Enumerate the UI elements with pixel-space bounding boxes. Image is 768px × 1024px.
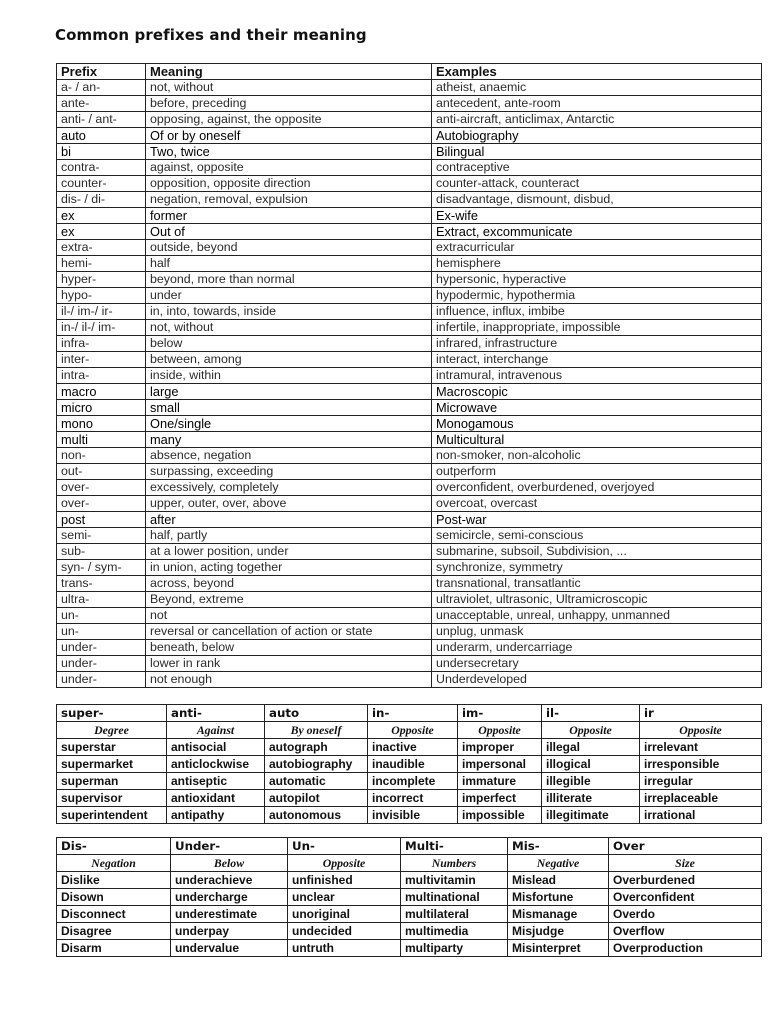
table-row bbox=[57, 608, 762, 624]
meaning-cell: half, partly bbox=[146, 528, 432, 544]
prefix-cell: micro bbox=[57, 400, 146, 416]
meaning-cell: negation, removal, expulsion bbox=[146, 192, 432, 208]
table-row bbox=[57, 368, 762, 384]
prefix-cell: intra- bbox=[57, 368, 146, 384]
prefix-header-cell: super- bbox=[57, 705, 167, 722]
prefix-cell: in-/ il-/ im- bbox=[57, 320, 146, 336]
prefix-header-cell: ir bbox=[640, 705, 762, 722]
word-cell: antisocial bbox=[167, 739, 265, 756]
table-row bbox=[57, 560, 762, 576]
table-row bbox=[57, 906, 762, 923]
prefix-cell: macro bbox=[57, 384, 146, 400]
word-cell: superstar bbox=[57, 739, 167, 756]
word-cell: Overflow bbox=[609, 923, 762, 940]
examples-cell: non-smoker, non-alcoholic bbox=[432, 448, 762, 464]
meaning-cell: against, opposite bbox=[146, 160, 432, 176]
word-cell: illogical bbox=[542, 756, 640, 773]
examples-cell: Multicultural bbox=[432, 432, 762, 448]
word-cell: supermarket bbox=[57, 756, 167, 773]
prefix-header-cell: il- bbox=[542, 705, 640, 722]
word-cell: Disown bbox=[57, 889, 171, 906]
prefix-header-cell: Un- bbox=[288, 838, 401, 855]
meaning-subheader-cell: Negative bbox=[508, 855, 609, 872]
word-cell: unoriginal bbox=[288, 906, 401, 923]
examples-cell: transnational, transatlantic bbox=[432, 576, 762, 592]
prefix-header-cell: im- bbox=[458, 705, 542, 722]
meaning-cell: after bbox=[146, 512, 432, 528]
examples-cell: counter-attack, counteract bbox=[432, 176, 762, 192]
word-cell: superintendent bbox=[57, 807, 167, 824]
examples-cell: hemisphere bbox=[432, 256, 762, 272]
word-cell: inactive bbox=[368, 739, 458, 756]
table-row bbox=[57, 889, 762, 906]
prefix-header-cell: Multi- bbox=[401, 838, 508, 855]
table-row bbox=[57, 480, 762, 496]
examples-cell: semicircle, semi-conscious bbox=[432, 528, 762, 544]
word-cell: underestimate bbox=[171, 906, 288, 923]
meaning-subheader-cell: Opposite bbox=[640, 722, 762, 739]
meaning-cell: small bbox=[146, 400, 432, 416]
table-row bbox=[57, 192, 762, 208]
examples-cell: hypersonic, hyperactive bbox=[432, 272, 762, 288]
prefix-cell: out- bbox=[57, 464, 146, 480]
column-header-meaning: Meaning bbox=[146, 64, 432, 80]
table-row bbox=[57, 528, 762, 544]
prefix-header-cell: Mis- bbox=[508, 838, 609, 855]
table-row bbox=[57, 160, 762, 176]
word-table-2-body bbox=[57, 838, 762, 957]
examples-cell: Underdeveloped bbox=[432, 672, 762, 688]
prefix-cell: auto bbox=[57, 128, 146, 144]
examples-cell: Autobiography bbox=[432, 128, 762, 144]
meaning-subheader-cell: Against bbox=[167, 722, 265, 739]
word-cell: multinational bbox=[401, 889, 508, 906]
prefix-header-cell: Dis- bbox=[57, 838, 171, 855]
word-cell: illegitimate bbox=[542, 807, 640, 824]
prefix-cell: over- bbox=[57, 480, 146, 496]
prefix-cell: sub- bbox=[57, 544, 146, 560]
table-row bbox=[57, 176, 762, 192]
prefix-cell: post bbox=[57, 512, 146, 528]
word-cell: irresponsible bbox=[640, 756, 762, 773]
prefix-cell: il-/ im-/ ir- bbox=[57, 304, 146, 320]
table-row bbox=[57, 512, 762, 528]
meaning-cell: below bbox=[146, 336, 432, 352]
examples-cell: synchronize, symmetry bbox=[432, 560, 762, 576]
examples-cell: influence, influx, imbibe bbox=[432, 304, 762, 320]
examples-cell: outperform bbox=[432, 464, 762, 480]
examples-cell: anti-aircraft, anticlimax, Antarctic bbox=[432, 112, 762, 128]
word-cell: antipathy bbox=[167, 807, 265, 824]
column-header-examples: Examples bbox=[432, 64, 762, 80]
word-cell: impersonal bbox=[458, 756, 542, 773]
examples-cell: underarm, undercarriage bbox=[432, 640, 762, 656]
prefix-table-body bbox=[57, 80, 762, 688]
prefix-cell: inter- bbox=[57, 352, 146, 368]
table-row bbox=[57, 923, 762, 940]
meaning-subheader-row bbox=[57, 855, 762, 872]
examples-cell: infertile, inappropriate, impossible bbox=[432, 320, 762, 336]
meaning-cell: inside, within bbox=[146, 368, 432, 384]
table-row bbox=[57, 208, 762, 224]
examples-cell: intramural, intravenous bbox=[432, 368, 762, 384]
table-row bbox=[57, 544, 762, 560]
table-row bbox=[57, 576, 762, 592]
meaning-cell: large bbox=[146, 384, 432, 400]
prefix-cell: non- bbox=[57, 448, 146, 464]
examples-cell: submarine, subsoil, Subdivision, ... bbox=[432, 544, 762, 560]
word-cell: illegible bbox=[542, 773, 640, 790]
table-row bbox=[57, 464, 762, 480]
prefix-cell: contra- bbox=[57, 160, 146, 176]
word-cell: Misinterpret bbox=[508, 940, 609, 957]
word-cell: antioxidant bbox=[167, 790, 265, 807]
prefix-cell: ex bbox=[57, 224, 146, 240]
meaning-subheader-cell: Opposite bbox=[368, 722, 458, 739]
examples-cell: contraceptive bbox=[432, 160, 762, 176]
meaning-subheader-cell: Numbers bbox=[401, 855, 508, 872]
prefix-header-row bbox=[57, 838, 762, 855]
meaning-cell: at a lower position, under bbox=[146, 544, 432, 560]
table-row bbox=[57, 773, 762, 790]
prefix-cell: under- bbox=[57, 656, 146, 672]
table-row bbox=[57, 80, 762, 96]
table-row bbox=[57, 496, 762, 512]
meaning-cell: upper, outer, over, above bbox=[146, 496, 432, 512]
meaning-cell: in, into, towards, inside bbox=[146, 304, 432, 320]
prefix-header-row bbox=[57, 705, 762, 722]
prefix-cell: bi bbox=[57, 144, 146, 160]
table-row bbox=[57, 128, 762, 144]
meaning-cell: outside, beyond bbox=[146, 240, 432, 256]
meaning-cell: beyond, more than normal bbox=[146, 272, 432, 288]
word-cell: immature bbox=[458, 773, 542, 790]
examples-cell: disadvantage, dismount, disbud, bbox=[432, 192, 762, 208]
examples-cell: overconfident, overburdened, overjoyed bbox=[432, 480, 762, 496]
meaning-cell: not, without bbox=[146, 80, 432, 96]
meaning-subheader-cell: Negation bbox=[57, 855, 171, 872]
word-cell: Misfortune bbox=[508, 889, 609, 906]
examples-cell: Extract, excommunicate bbox=[432, 224, 762, 240]
meaning-cell: former bbox=[146, 208, 432, 224]
table-row bbox=[57, 640, 762, 656]
word-cell: Misjudge bbox=[508, 923, 609, 940]
prefix-header-cell: Over bbox=[609, 838, 762, 855]
table-row bbox=[57, 739, 762, 756]
word-cell: irrelevant bbox=[640, 739, 762, 756]
word-cell: unclear bbox=[288, 889, 401, 906]
word-cell: underpay bbox=[171, 923, 288, 940]
word-cell: Dislike bbox=[57, 872, 171, 889]
word-cell: impossible bbox=[458, 807, 542, 824]
meaning-cell: under bbox=[146, 288, 432, 304]
word-cell: Mislead bbox=[508, 872, 609, 889]
prefix-word-table-1 bbox=[56, 704, 762, 824]
meaning-cell: One/single bbox=[146, 416, 432, 432]
word-cell: Disconnect bbox=[57, 906, 171, 923]
examples-cell: Post-war bbox=[432, 512, 762, 528]
prefix-cell: under- bbox=[57, 640, 146, 656]
examples-cell: Bilingual bbox=[432, 144, 762, 160]
word-cell: automatic bbox=[265, 773, 368, 790]
table-row bbox=[57, 790, 762, 807]
examples-cell: unplug, unmask bbox=[432, 624, 762, 640]
meaning-cell: not enough bbox=[146, 672, 432, 688]
word-cell: autograph bbox=[265, 739, 368, 756]
examples-cell: overcoat, overcast bbox=[432, 496, 762, 512]
prefix-cell: over- bbox=[57, 496, 146, 512]
table-row bbox=[57, 272, 762, 288]
meaning-cell: Of or by oneself bbox=[146, 128, 432, 144]
table-row bbox=[57, 320, 762, 336]
examples-cell: unacceptable, unreal, unhappy, unmanned bbox=[432, 608, 762, 624]
prefix-header-cell: in- bbox=[368, 705, 458, 722]
prefix-word-table-2 bbox=[56, 837, 762, 957]
examples-cell: undersecretary bbox=[432, 656, 762, 672]
word-cell: imperfect bbox=[458, 790, 542, 807]
examples-cell: interact, interchange bbox=[432, 352, 762, 368]
word-cell: irregular bbox=[640, 773, 762, 790]
word-cell: multilateral bbox=[401, 906, 508, 923]
table-row bbox=[57, 416, 762, 432]
prefix-cell: anti- / ant- bbox=[57, 112, 146, 128]
prefix-cell: hyper- bbox=[57, 272, 146, 288]
meaning-cell: not, without bbox=[146, 320, 432, 336]
word-cell: Mismanage bbox=[508, 906, 609, 923]
prefix-header-cell: auto bbox=[265, 705, 368, 722]
meaning-subheader-cell: Size bbox=[609, 855, 762, 872]
word-cell: unfinished bbox=[288, 872, 401, 889]
word-cell: autonomous bbox=[265, 807, 368, 824]
table-row bbox=[57, 256, 762, 272]
prefix-cell: trans- bbox=[57, 576, 146, 592]
table-row bbox=[57, 756, 762, 773]
prefix-cell: semi- bbox=[57, 528, 146, 544]
meaning-cell: between, among bbox=[146, 352, 432, 368]
meaning-subheader-cell: Opposite bbox=[458, 722, 542, 739]
meaning-cell: many bbox=[146, 432, 432, 448]
table-row bbox=[57, 592, 762, 608]
meaning-subheader-cell: Degree bbox=[57, 722, 167, 739]
meaning-cell: reversal or cancellation of action or state bbox=[146, 624, 432, 640]
table-row bbox=[57, 872, 762, 889]
meaning-cell: Two, twice bbox=[146, 144, 432, 160]
meaning-cell: before, preceding bbox=[146, 96, 432, 112]
prefix-cell: syn- / sym- bbox=[57, 560, 146, 576]
table-row bbox=[57, 96, 762, 112]
examples-cell: Monogamous bbox=[432, 416, 762, 432]
table-row bbox=[57, 384, 762, 400]
word-cell: incorrect bbox=[368, 790, 458, 807]
word-cell: untruth bbox=[288, 940, 401, 957]
meaning-subheader-cell: Below bbox=[171, 855, 288, 872]
table-row bbox=[57, 288, 762, 304]
word-cell: improper bbox=[458, 739, 542, 756]
page-title: Common prefixes and their meaning bbox=[55, 26, 367, 44]
prefix-cell: multi bbox=[57, 432, 146, 448]
word-cell: supervisor bbox=[57, 790, 167, 807]
word-cell: undercharge bbox=[171, 889, 288, 906]
prefix-cell: un- bbox=[57, 624, 146, 640]
prefix-cell: ante- bbox=[57, 96, 146, 112]
table-row bbox=[57, 448, 762, 464]
table-row bbox=[57, 240, 762, 256]
table-row bbox=[57, 352, 762, 368]
meaning-subheader-cell: Opposite bbox=[542, 722, 640, 739]
table-row bbox=[57, 224, 762, 240]
word-cell: undecided bbox=[288, 923, 401, 940]
prefix-meaning-table bbox=[56, 63, 762, 688]
table-row bbox=[57, 807, 762, 824]
word-cell: multiparty bbox=[401, 940, 508, 957]
meaning-subheader-row bbox=[57, 722, 762, 739]
table-row bbox=[57, 940, 762, 957]
table-row bbox=[57, 112, 762, 128]
prefix-cell: ultra- bbox=[57, 592, 146, 608]
word-table-1-body bbox=[57, 705, 762, 824]
meaning-cell: opposing, against, the opposite bbox=[146, 112, 432, 128]
prefix-cell: extra- bbox=[57, 240, 146, 256]
meaning-cell: absence, negation bbox=[146, 448, 432, 464]
word-cell: irreplaceable bbox=[640, 790, 762, 807]
examples-cell: hypodermic, hypothermia bbox=[432, 288, 762, 304]
meaning-cell: Out of bbox=[146, 224, 432, 240]
word-cell: incomplete bbox=[368, 773, 458, 790]
prefix-cell: un- bbox=[57, 608, 146, 624]
meaning-subheader-cell: By oneself bbox=[265, 722, 368, 739]
word-cell: superman bbox=[57, 773, 167, 790]
table-row bbox=[57, 304, 762, 320]
word-cell: Overconfident bbox=[609, 889, 762, 906]
examples-cell: Ex-wife bbox=[432, 208, 762, 224]
table-row bbox=[57, 432, 762, 448]
examples-cell: Macroscopic bbox=[432, 384, 762, 400]
word-cell: Overburdened bbox=[609, 872, 762, 889]
word-cell: illiterate bbox=[542, 790, 640, 807]
word-cell: anticlockwise bbox=[167, 756, 265, 773]
meaning-subheader-cell: Opposite bbox=[288, 855, 401, 872]
table-row bbox=[57, 144, 762, 160]
word-cell: undervalue bbox=[171, 940, 288, 957]
examples-cell: ultraviolet, ultrasonic, Ultramicroscopic bbox=[432, 592, 762, 608]
word-cell: autopilot bbox=[265, 790, 368, 807]
examples-cell: antecedent, ante-room bbox=[432, 96, 762, 112]
prefix-cell: dis- / di- bbox=[57, 192, 146, 208]
examples-cell: Microwave bbox=[432, 400, 762, 416]
word-cell: autobiography bbox=[265, 756, 368, 773]
prefix-cell: ex bbox=[57, 208, 146, 224]
word-cell: multimedia bbox=[401, 923, 508, 940]
word-cell: underachieve bbox=[171, 872, 288, 889]
prefix-header-cell: anti- bbox=[167, 705, 265, 722]
word-cell: inaudible bbox=[368, 756, 458, 773]
column-header-prefix: Prefix bbox=[57, 64, 146, 80]
word-cell: multivitamin bbox=[401, 872, 508, 889]
meaning-cell: opposition, opposite direction bbox=[146, 176, 432, 192]
prefix-cell: under- bbox=[57, 672, 146, 688]
prefix-cell: mono bbox=[57, 416, 146, 432]
prefix-cell: a- / an- bbox=[57, 80, 146, 96]
prefix-cell: counter- bbox=[57, 176, 146, 192]
examples-cell: atheist, anaemic bbox=[432, 80, 762, 96]
word-cell: Overdo bbox=[609, 906, 762, 923]
word-cell: Disarm bbox=[57, 940, 171, 957]
word-cell: Disagree bbox=[57, 923, 171, 940]
table-row bbox=[57, 656, 762, 672]
table-header-row bbox=[57, 64, 762, 80]
word-cell: illegal bbox=[542, 739, 640, 756]
meaning-cell: excessively, completely bbox=[146, 480, 432, 496]
meaning-cell: lower in rank bbox=[146, 656, 432, 672]
meaning-cell: Beyond, extreme bbox=[146, 592, 432, 608]
word-cell: antiseptic bbox=[167, 773, 265, 790]
table-row bbox=[57, 400, 762, 416]
word-cell: invisible bbox=[368, 807, 458, 824]
word-cell: irrational bbox=[640, 807, 762, 824]
prefix-cell: hypo- bbox=[57, 288, 146, 304]
meaning-cell: half bbox=[146, 256, 432, 272]
meaning-cell: surpassing, exceeding bbox=[146, 464, 432, 480]
examples-cell: infrared, infrastructure bbox=[432, 336, 762, 352]
meaning-cell: in union, acting together bbox=[146, 560, 432, 576]
word-cell: Overproduction bbox=[609, 940, 762, 957]
meaning-cell: across, beyond bbox=[146, 576, 432, 592]
table-row bbox=[57, 624, 762, 640]
meaning-cell: not bbox=[146, 608, 432, 624]
meaning-cell: beneath, below bbox=[146, 640, 432, 656]
examples-cell: extracurricular bbox=[432, 240, 762, 256]
table-row bbox=[57, 336, 762, 352]
table-row bbox=[57, 672, 762, 688]
prefix-cell: hemi- bbox=[57, 256, 146, 272]
prefix-header-cell: Under- bbox=[171, 838, 288, 855]
prefix-cell: infra- bbox=[57, 336, 146, 352]
